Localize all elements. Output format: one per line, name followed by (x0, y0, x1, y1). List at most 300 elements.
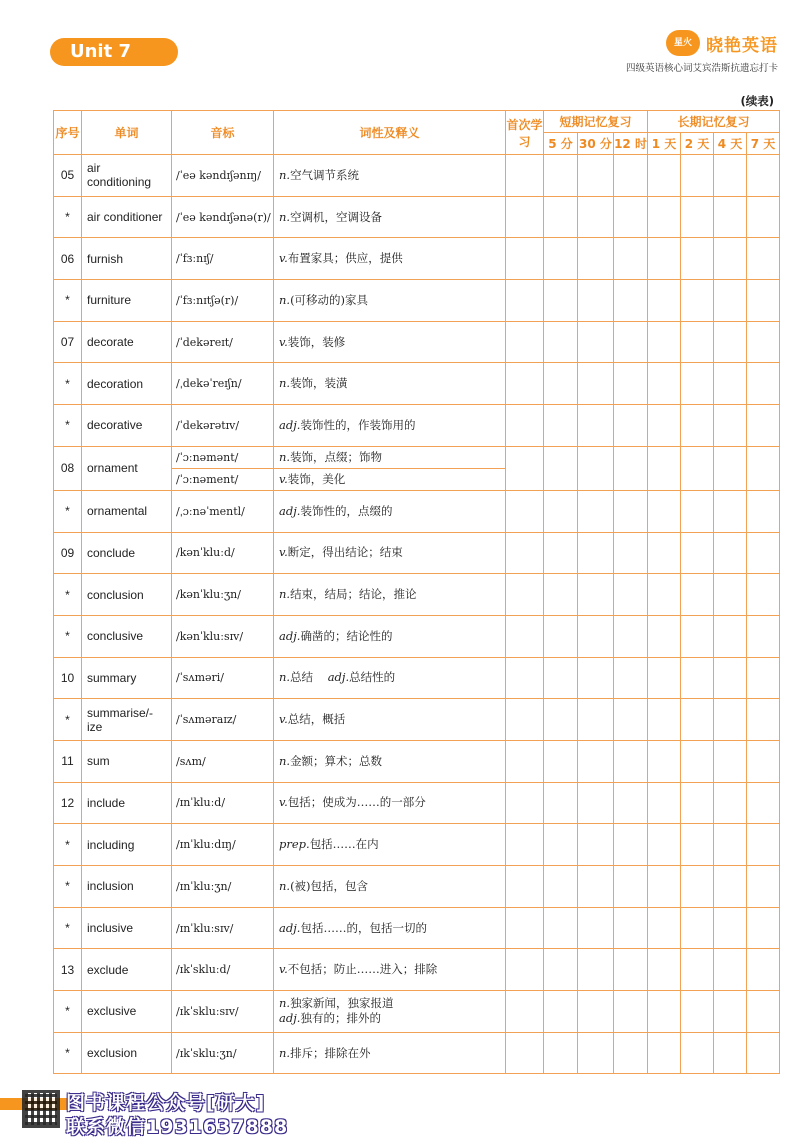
review-checkbox-cell[interactable] (506, 280, 544, 322)
definition-cell (274, 991, 506, 1033)
review-checkbox-cell[interactable] (747, 446, 780, 490)
header-no: 序号 (54, 111, 82, 155)
review-checkbox-cell[interactable] (614, 405, 648, 447)
review-checkbox-cell[interactable] (681, 405, 714, 447)
review-checkbox-cell[interactable] (681, 490, 714, 532)
definition-cell (274, 782, 506, 824)
definition-text: 总结 (290, 670, 314, 685)
table-row (54, 699, 780, 741)
review-checkbox-cell[interactable] (747, 405, 780, 447)
definition-cell (274, 615, 506, 657)
word-cell: furnish (82, 238, 172, 280)
review-checkbox-cell[interactable] (506, 363, 544, 405)
part-of-speech: n. (279, 1045, 291, 1060)
review-checkbox-cell[interactable] (506, 155, 544, 197)
header-long-term: 长期记忆复习 (648, 111, 780, 133)
review-checkbox-cell[interactable] (614, 196, 648, 238)
review-checkbox-cell[interactable] (681, 907, 714, 949)
review-checkbox-cell[interactable] (681, 532, 714, 574)
part-of-speech: adj. (279, 1011, 301, 1026)
review-checkbox-cell[interactable] (544, 446, 578, 490)
review-checkbox-cell[interactable] (747, 740, 780, 782)
part-of-speech: adj. (279, 417, 301, 432)
review-checkbox-cell[interactable] (578, 155, 614, 197)
review-checkbox-cell[interactable] (747, 782, 780, 824)
word-cell: decorate (82, 321, 172, 363)
review-checkbox-cell[interactable] (648, 574, 681, 616)
review-checkbox-cell[interactable] (747, 574, 780, 616)
review-checkbox-cell[interactable] (648, 740, 681, 782)
review-checkbox-cell[interactable] (614, 866, 648, 908)
review-checkbox-cell[interactable] (614, 574, 648, 616)
table-row (54, 991, 780, 1033)
review-checkbox-cell[interactable] (681, 280, 714, 322)
entry-number: * (54, 574, 82, 616)
review-checkbox-cell[interactable] (714, 699, 747, 741)
definition-text: 布置家具；供应，提供 (287, 251, 403, 266)
review-checkbox-cell[interactable] (747, 532, 780, 574)
review-checkbox-cell[interactable] (747, 657, 780, 699)
part-of-speech: n. (279, 209, 291, 224)
review-checkbox-cell[interactable] (648, 866, 681, 908)
review-checkbox-cell[interactable] (614, 490, 648, 532)
definition-text: 总结性的 (349, 670, 396, 685)
review-checkbox-cell[interactable] (544, 949, 578, 991)
review-checkbox-cell[interactable] (578, 949, 614, 991)
definition-text: 金额；算术；总数 (290, 753, 383, 768)
review-checkbox-cell[interactable] (747, 280, 780, 322)
word-cell: ornament (82, 446, 172, 490)
phonetic-cell: /ˈsʌməri/ (172, 657, 274, 699)
review-checkbox-cell[interactable] (714, 532, 747, 574)
review-checkbox-cell[interactable] (506, 782, 544, 824)
review-checkbox-cell[interactable] (544, 657, 578, 699)
word-cell: inclusion (82, 866, 172, 908)
definition-text: 总结，概括 (287, 712, 346, 727)
definition-text: 装饰，美化 (287, 471, 346, 486)
review-checkbox-cell[interactable] (578, 1032, 614, 1074)
review-checkbox-cell[interactable] (747, 907, 780, 949)
table-row (54, 740, 780, 782)
review-checkbox-cell[interactable] (578, 363, 614, 405)
definition-cell (274, 196, 506, 238)
phonetic-cell: /ɪnˈkluːsɪv/ (172, 907, 274, 949)
review-checkbox-cell[interactable] (648, 405, 681, 447)
review-checkbox-cell[interactable] (506, 196, 544, 238)
review-checkbox-cell[interactable] (747, 196, 780, 238)
review-checkbox-cell[interactable] (614, 740, 648, 782)
review-checkbox-cell[interactable] (544, 238, 578, 280)
part-of-speech: n. (279, 753, 291, 768)
table-row (54, 155, 780, 197)
definition-text: 装饰，装修 (287, 334, 346, 349)
header-short-term: 短期记忆复习 (544, 111, 648, 133)
review-checkbox-cell[interactable] (544, 740, 578, 782)
definition-text: 空调机，空调设备 (290, 209, 383, 224)
review-checkbox-cell[interactable] (578, 824, 614, 866)
review-checkbox-cell[interactable] (614, 446, 648, 490)
review-checkbox-cell[interactable] (714, 363, 747, 405)
review-checkbox-cell[interactable] (747, 866, 780, 908)
phonetic-cell: /ɪnˈkluːd/ (172, 782, 274, 824)
review-checkbox-cell[interactable] (714, 405, 747, 447)
definition-cell (274, 363, 506, 405)
review-checkbox-cell[interactable] (506, 949, 544, 991)
review-checkbox-cell[interactable] (714, 740, 747, 782)
review-checkbox-cell[interactable] (578, 991, 614, 1033)
review-checkbox-cell[interactable] (681, 446, 714, 490)
part-of-speech: n. (279, 167, 291, 182)
review-checkbox-cell[interactable] (714, 155, 747, 197)
review-checkbox-cell[interactable] (614, 532, 648, 574)
review-checkbox-cell[interactable] (506, 1032, 544, 1074)
review-checkbox-cell[interactable] (681, 740, 714, 782)
review-checkbox-cell[interactable] (648, 907, 681, 949)
review-checkbox-cell[interactable] (614, 155, 648, 197)
review-checkbox-cell[interactable] (544, 824, 578, 866)
review-checkbox-cell[interactable] (614, 824, 648, 866)
part-of-speech: n. (279, 670, 291, 685)
review-checkbox-cell[interactable] (648, 446, 681, 490)
review-checkbox-cell[interactable] (578, 196, 614, 238)
table-row (54, 446, 780, 468)
review-checkbox-cell[interactable] (648, 949, 681, 991)
continued-label: (续表) (740, 94, 774, 108)
word-cell: ornamental (82, 490, 172, 532)
review-checkbox-cell[interactable] (648, 238, 681, 280)
phonetic-cell: /ɪkˈskluːsɪv/ (172, 991, 274, 1033)
table-row (54, 532, 780, 574)
header-long-col: 1 天 (648, 133, 681, 155)
part-of-speech: n. (279, 292, 291, 307)
review-checkbox-cell[interactable] (544, 615, 578, 657)
review-checkbox-cell[interactable] (506, 824, 544, 866)
table-row (54, 238, 780, 280)
review-checkbox-cell[interactable] (578, 321, 614, 363)
word-cell: inclusive (82, 907, 172, 949)
review-checkbox-cell[interactable] (648, 991, 681, 1033)
review-checkbox-cell[interactable] (506, 657, 544, 699)
header-first-study: 首次学习 (506, 111, 544, 155)
part-of-speech: v. (279, 962, 288, 977)
review-checkbox-cell[interactable] (506, 991, 544, 1033)
review-checkbox-cell[interactable] (544, 991, 578, 1033)
entry-number: 12 (54, 782, 82, 824)
review-checkbox-cell[interactable] (648, 824, 681, 866)
review-checkbox-cell[interactable] (714, 991, 747, 1033)
review-checkbox-cell[interactable] (681, 615, 714, 657)
review-checkbox-cell[interactable] (544, 907, 578, 949)
review-checkbox-cell[interactable] (614, 907, 648, 949)
review-checkbox-cell[interactable] (544, 405, 578, 447)
word-cell: include (82, 782, 172, 824)
review-checkbox-cell[interactable] (614, 615, 648, 657)
table-row (54, 1032, 780, 1074)
review-checkbox-cell[interactable] (578, 280, 614, 322)
part-of-speech: n. (279, 587, 291, 602)
entry-number: * (54, 405, 82, 447)
review-checkbox-cell[interactable] (614, 238, 648, 280)
review-checkbox-cell[interactable] (544, 490, 578, 532)
review-checkbox-cell[interactable] (648, 321, 681, 363)
entry-number: * (54, 196, 82, 238)
review-checkbox-cell[interactable] (714, 490, 747, 532)
review-checkbox-cell[interactable] (747, 155, 780, 197)
part-of-speech: v. (279, 545, 288, 560)
table-row (54, 280, 780, 322)
review-checkbox-cell[interactable] (681, 155, 714, 197)
review-checkbox-cell[interactable] (747, 824, 780, 866)
review-checkbox-cell[interactable] (681, 699, 714, 741)
review-checkbox-cell[interactable] (681, 657, 714, 699)
review-checkbox-cell[interactable] (578, 699, 614, 741)
definition-cell (274, 907, 506, 949)
review-checkbox-cell[interactable] (648, 1032, 681, 1074)
review-checkbox-cell[interactable] (681, 1032, 714, 1074)
review-checkbox-cell[interactable] (714, 1032, 747, 1074)
definition-text: 空气调节系统 (290, 167, 360, 182)
review-checkbox-cell[interactable] (747, 949, 780, 991)
definition-text: 装饰，点缀；饰物 (290, 449, 383, 464)
word-cell: conclusive (82, 615, 172, 657)
definition-text: 包括……的，包括一切的 (300, 920, 427, 935)
review-checkbox-cell[interactable] (747, 615, 780, 657)
review-checkbox-cell[interactable] (506, 446, 544, 490)
review-checkbox-cell[interactable] (578, 446, 614, 490)
part-of-speech: v. (279, 471, 288, 486)
review-checkbox-cell[interactable] (506, 238, 544, 280)
review-checkbox-cell[interactable] (714, 196, 747, 238)
review-checkbox-cell[interactable] (648, 782, 681, 824)
review-checkbox-cell[interactable] (747, 490, 780, 532)
phonetic-cell: /kənˈkluːsɪv/ (172, 615, 274, 657)
entry-number: * (54, 824, 82, 866)
definition-cell (274, 490, 506, 532)
review-checkbox-cell[interactable] (648, 363, 681, 405)
review-checkbox-cell[interactable] (544, 699, 578, 741)
review-checkbox-cell[interactable] (614, 782, 648, 824)
review-checkbox-cell[interactable] (681, 321, 714, 363)
watermark-line-1: 图书课程公众号[研大] (66, 1092, 266, 1114)
definition-cell (274, 468, 506, 490)
part-of-speech: adj. (279, 920, 301, 935)
review-checkbox-cell[interactable] (714, 321, 747, 363)
review-checkbox-cell[interactable] (506, 740, 544, 782)
review-checkbox-cell[interactable] (614, 991, 648, 1033)
entry-number: * (54, 991, 82, 1033)
review-checkbox-cell[interactable] (544, 321, 578, 363)
review-checkbox-cell[interactable] (506, 699, 544, 741)
review-checkbox-cell[interactable] (506, 532, 544, 574)
review-checkbox-cell[interactable] (614, 699, 648, 741)
phonetic-cell: /ɪnˈkluːdɪŋ/ (172, 824, 274, 866)
review-checkbox-cell[interactable] (714, 280, 747, 322)
review-checkbox-cell[interactable] (714, 657, 747, 699)
definition-cell (274, 1032, 506, 1074)
review-checkbox-cell[interactable] (648, 196, 681, 238)
word-cell: decorative (82, 405, 172, 447)
review-checkbox-cell[interactable] (681, 949, 714, 991)
review-checkbox-cell[interactable] (648, 615, 681, 657)
table-row (54, 574, 780, 616)
review-checkbox-cell[interactable] (544, 363, 578, 405)
review-checkbox-cell[interactable] (578, 740, 614, 782)
definition-cell (274, 824, 506, 866)
word-cell: decoration (82, 363, 172, 405)
review-checkbox-cell[interactable] (578, 574, 614, 616)
table-row (54, 949, 780, 991)
header-meaning: 词性及释义 (274, 111, 506, 155)
entry-number: 10 (54, 657, 82, 699)
definition-cell (274, 532, 506, 574)
review-checkbox-cell[interactable] (506, 405, 544, 447)
part-of-speech: adj. (327, 670, 350, 685)
review-checkbox-cell[interactable] (681, 866, 714, 908)
review-checkbox-cell[interactable] (714, 238, 747, 280)
review-checkbox-cell[interactable] (681, 824, 714, 866)
review-checkbox-cell[interactable] (714, 574, 747, 616)
review-checkbox-cell[interactable] (648, 532, 681, 574)
table-row (54, 657, 780, 699)
entry-number: 13 (54, 949, 82, 991)
phonetic-cell: /ˈdekərətɪv/ (172, 405, 274, 447)
phonetic-cell: /ˈfɜːnɪtʃə(r)/ (172, 280, 274, 322)
review-checkbox-cell[interactable] (506, 321, 544, 363)
review-checkbox-cell[interactable] (714, 824, 747, 866)
definition-cell (274, 405, 506, 447)
review-checkbox-cell[interactable] (544, 782, 578, 824)
review-checkbox-cell[interactable] (681, 782, 714, 824)
table-row (54, 490, 780, 532)
review-checkbox-cell[interactable] (506, 907, 544, 949)
review-checkbox-cell[interactable] (747, 991, 780, 1033)
review-checkbox-cell[interactable] (544, 866, 578, 908)
definition-text: 确凿的；结论性的 (300, 628, 393, 643)
phonetic-cell: /ɪkˈskluːʒn/ (172, 1032, 274, 1074)
review-checkbox-cell[interactable] (544, 155, 578, 197)
review-checkbox-cell[interactable] (506, 615, 544, 657)
review-checkbox-cell[interactable] (614, 321, 648, 363)
part-of-speech: v. (279, 334, 288, 349)
review-checkbox-cell[interactable] (614, 1032, 648, 1074)
header-long-col: 7 天 (747, 133, 780, 155)
review-checkbox-cell[interactable] (648, 280, 681, 322)
definition-text: 排斥；排除在外 (290, 1045, 371, 1060)
table-row (54, 405, 780, 447)
qr-code-icon (22, 1090, 60, 1128)
review-checkbox-cell[interactable] (544, 196, 578, 238)
phonetic-cell: /ˈdekəreɪt/ (172, 321, 274, 363)
review-checkbox-cell[interactable] (714, 446, 747, 490)
header-short-col: 12 时 (614, 133, 648, 155)
word-cell: conclusion (82, 574, 172, 616)
review-checkbox-cell[interactable] (578, 907, 614, 949)
review-checkbox-cell[interactable] (648, 490, 681, 532)
review-checkbox-cell[interactable] (614, 280, 648, 322)
review-checkbox-cell[interactable] (578, 405, 614, 447)
review-checkbox-cell[interactable] (578, 866, 614, 908)
review-checkbox-cell[interactable] (614, 363, 648, 405)
review-checkbox-cell[interactable] (747, 363, 780, 405)
header-short-col: 5 分 (544, 133, 578, 155)
review-checkbox-cell[interactable] (578, 532, 614, 574)
review-checkbox-cell[interactable] (681, 574, 714, 616)
review-checkbox-cell[interactable] (544, 532, 578, 574)
review-checkbox-cell[interactable] (544, 280, 578, 322)
word-cell: including (82, 824, 172, 866)
part-of-speech: adj. (279, 628, 301, 643)
review-checkbox-cell[interactable] (747, 699, 780, 741)
header-phonetic: 音标 (172, 111, 274, 155)
definition-text: 装饰性的，点缀的 (300, 503, 393, 518)
definition-cell (274, 280, 506, 322)
review-checkbox-cell[interactable] (578, 657, 614, 699)
review-checkbox-cell[interactable] (506, 490, 544, 532)
review-checkbox-cell[interactable] (747, 238, 780, 280)
entry-number: 09 (54, 532, 82, 574)
part-of-speech: n. (279, 376, 291, 391)
phonetic-cell: /kənˈkluːʒn/ (172, 574, 274, 616)
definition-cell (274, 155, 506, 197)
review-checkbox-cell[interactable] (614, 657, 648, 699)
brand-header (626, 30, 778, 74)
word-cell: furniture (82, 280, 172, 322)
review-checkbox-cell[interactable] (578, 782, 614, 824)
definition-cell (274, 446, 506, 468)
review-checkbox-cell[interactable] (714, 907, 747, 949)
review-checkbox-cell[interactable] (578, 238, 614, 280)
review-checkbox-cell[interactable] (578, 615, 614, 657)
review-checkbox-cell[interactable] (681, 238, 714, 280)
part-of-speech: prep. (279, 837, 310, 852)
review-checkbox-cell[interactable] (681, 363, 714, 405)
entry-number: * (54, 280, 82, 322)
definition-text: 结束，结局；结论，推论 (290, 587, 417, 602)
definition-text: 独有的；排外的 (300, 1011, 381, 1026)
review-checkbox-cell[interactable] (714, 782, 747, 824)
review-checkbox-cell[interactable] (648, 699, 681, 741)
review-checkbox-cell[interactable] (578, 490, 614, 532)
review-checkbox-cell[interactable] (506, 574, 544, 616)
entry-number: * (54, 1032, 82, 1074)
review-checkbox-cell[interactable] (648, 155, 681, 197)
phonetic-cell: /ˈsʌməraɪz/ (172, 699, 274, 741)
definition-cell (274, 699, 506, 741)
review-checkbox-cell[interactable] (714, 866, 747, 908)
review-checkbox-cell[interactable] (648, 657, 681, 699)
review-checkbox-cell[interactable] (714, 615, 747, 657)
table-row (54, 907, 780, 949)
entry-number: 08 (54, 446, 82, 490)
unit-badge: Unit 7 (50, 38, 178, 66)
review-checkbox-cell[interactable] (506, 866, 544, 908)
review-checkbox-cell[interactable] (544, 1032, 578, 1074)
word-cell: exclusion (82, 1032, 172, 1074)
brand-name: 晓艳英语 (706, 35, 778, 56)
review-checkbox-cell[interactable] (747, 321, 780, 363)
review-checkbox-cell[interactable] (747, 1032, 780, 1074)
review-checkbox-cell[interactable] (614, 949, 648, 991)
phonetic-cell: /sʌm/ (172, 740, 274, 782)
review-checkbox-cell[interactable] (681, 991, 714, 1033)
review-checkbox-cell[interactable] (681, 196, 714, 238)
review-checkbox-cell[interactable] (714, 949, 747, 991)
entry-number: * (54, 866, 82, 908)
part-of-speech: n. (279, 449, 291, 464)
review-checkbox-cell[interactable] (544, 574, 578, 616)
definition-cell (274, 740, 506, 782)
definition-text: (可移动的)家具 (290, 292, 369, 307)
